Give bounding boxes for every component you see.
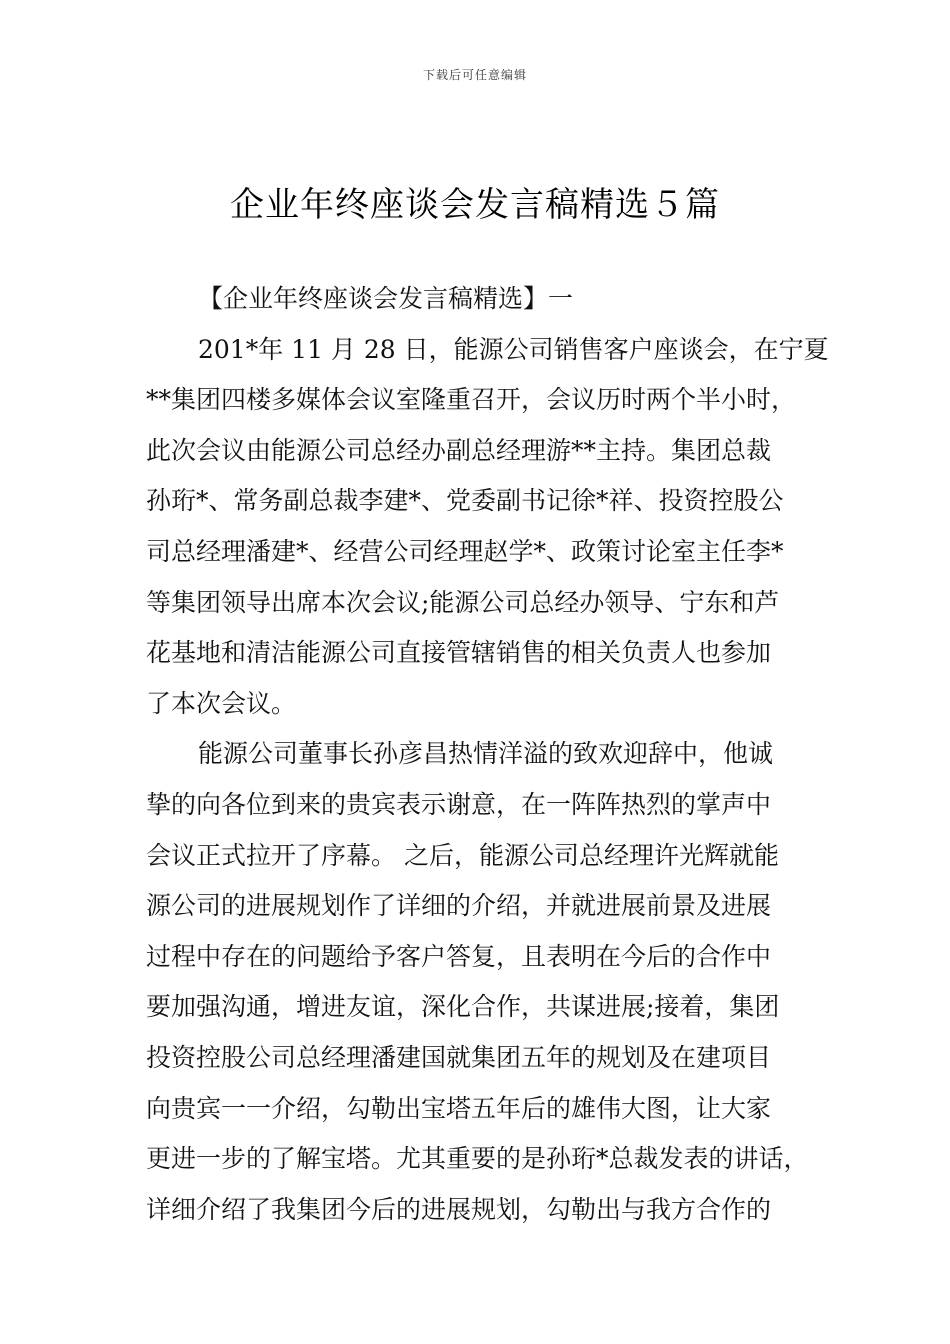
paragraph-line: 能源公司董事长孙彦昌热情洋溢的致欢迎辞中，他诚 (198, 739, 774, 769)
section-heading: 【企业年终座谈会发言稿精选】一 (198, 284, 574, 313)
paragraph-line: **集团四楼多媒体会议室隆重召开，会议历时两个半小时， (146, 385, 797, 415)
paragraph-line: 要加强沟通，增进友谊，深化合作，共谋进展;接着，集团 (146, 992, 780, 1022)
paragraph-line: 详细介绍了我集团今后的进展规划，勾勒出与我方合作的 (146, 1194, 772, 1224)
paragraph-line: 投资控股公司总经理潘建国就集团五年的规划及在建项目 (146, 1042, 772, 1072)
paragraph-line: 过程中存在的问题给予客户答复，且表明在今后的合作中 (146, 941, 772, 971)
paragraph-line: 向贵宾一一介绍，勾勒出宝塔五年后的雄伟大图，让大家 (146, 1093, 772, 1123)
paragraph-line: 了本次会议。 (146, 688, 297, 718)
paragraph-line: 201*年 11 月 28 日，能源公司销售客户座谈会，在宁夏 (198, 334, 829, 364)
paragraph-line: 孙珩*、常务副总裁李建*、党委副书记徐*祥、投资控股公 (146, 486, 784, 516)
paragraph-line: 更进一步的了解宝塔。尤其重要的是孙珩*总裁发表的讲话， (146, 1144, 809, 1174)
paragraph-line: 司总经理潘建*、经营公司经理赵学*、政策讨论室主任李* (146, 536, 784, 566)
header-note: 下载后可任意编辑 (422, 68, 527, 82)
paragraph-line: 花基地和清洁能源公司直接管辖销售的相关负责人也参加 (146, 638, 772, 668)
paragraph-line: 此次会议由能源公司总经办副总经理游**主持。集团总裁 (146, 435, 772, 465)
paragraph-line: 会议正式拉开了序幕。 之后，能源公司总经理许光辉就能 (146, 840, 779, 870)
document-title: 企业年终座谈会发言稿精选５篇 (230, 185, 720, 225)
paragraph-line: 源公司的进展规划作了详细的介绍，并就进展前景及进展 (146, 891, 772, 921)
paragraph-line: 挚的向各位到来的贵宾表示谢意，在一阵阵热烈的掌声中 (146, 789, 772, 819)
paragraph-line: 等集团领导出席本次会议;能源公司总经办领导、宁东和芦 (146, 587, 780, 617)
document-body (146, 274, 829, 1235)
